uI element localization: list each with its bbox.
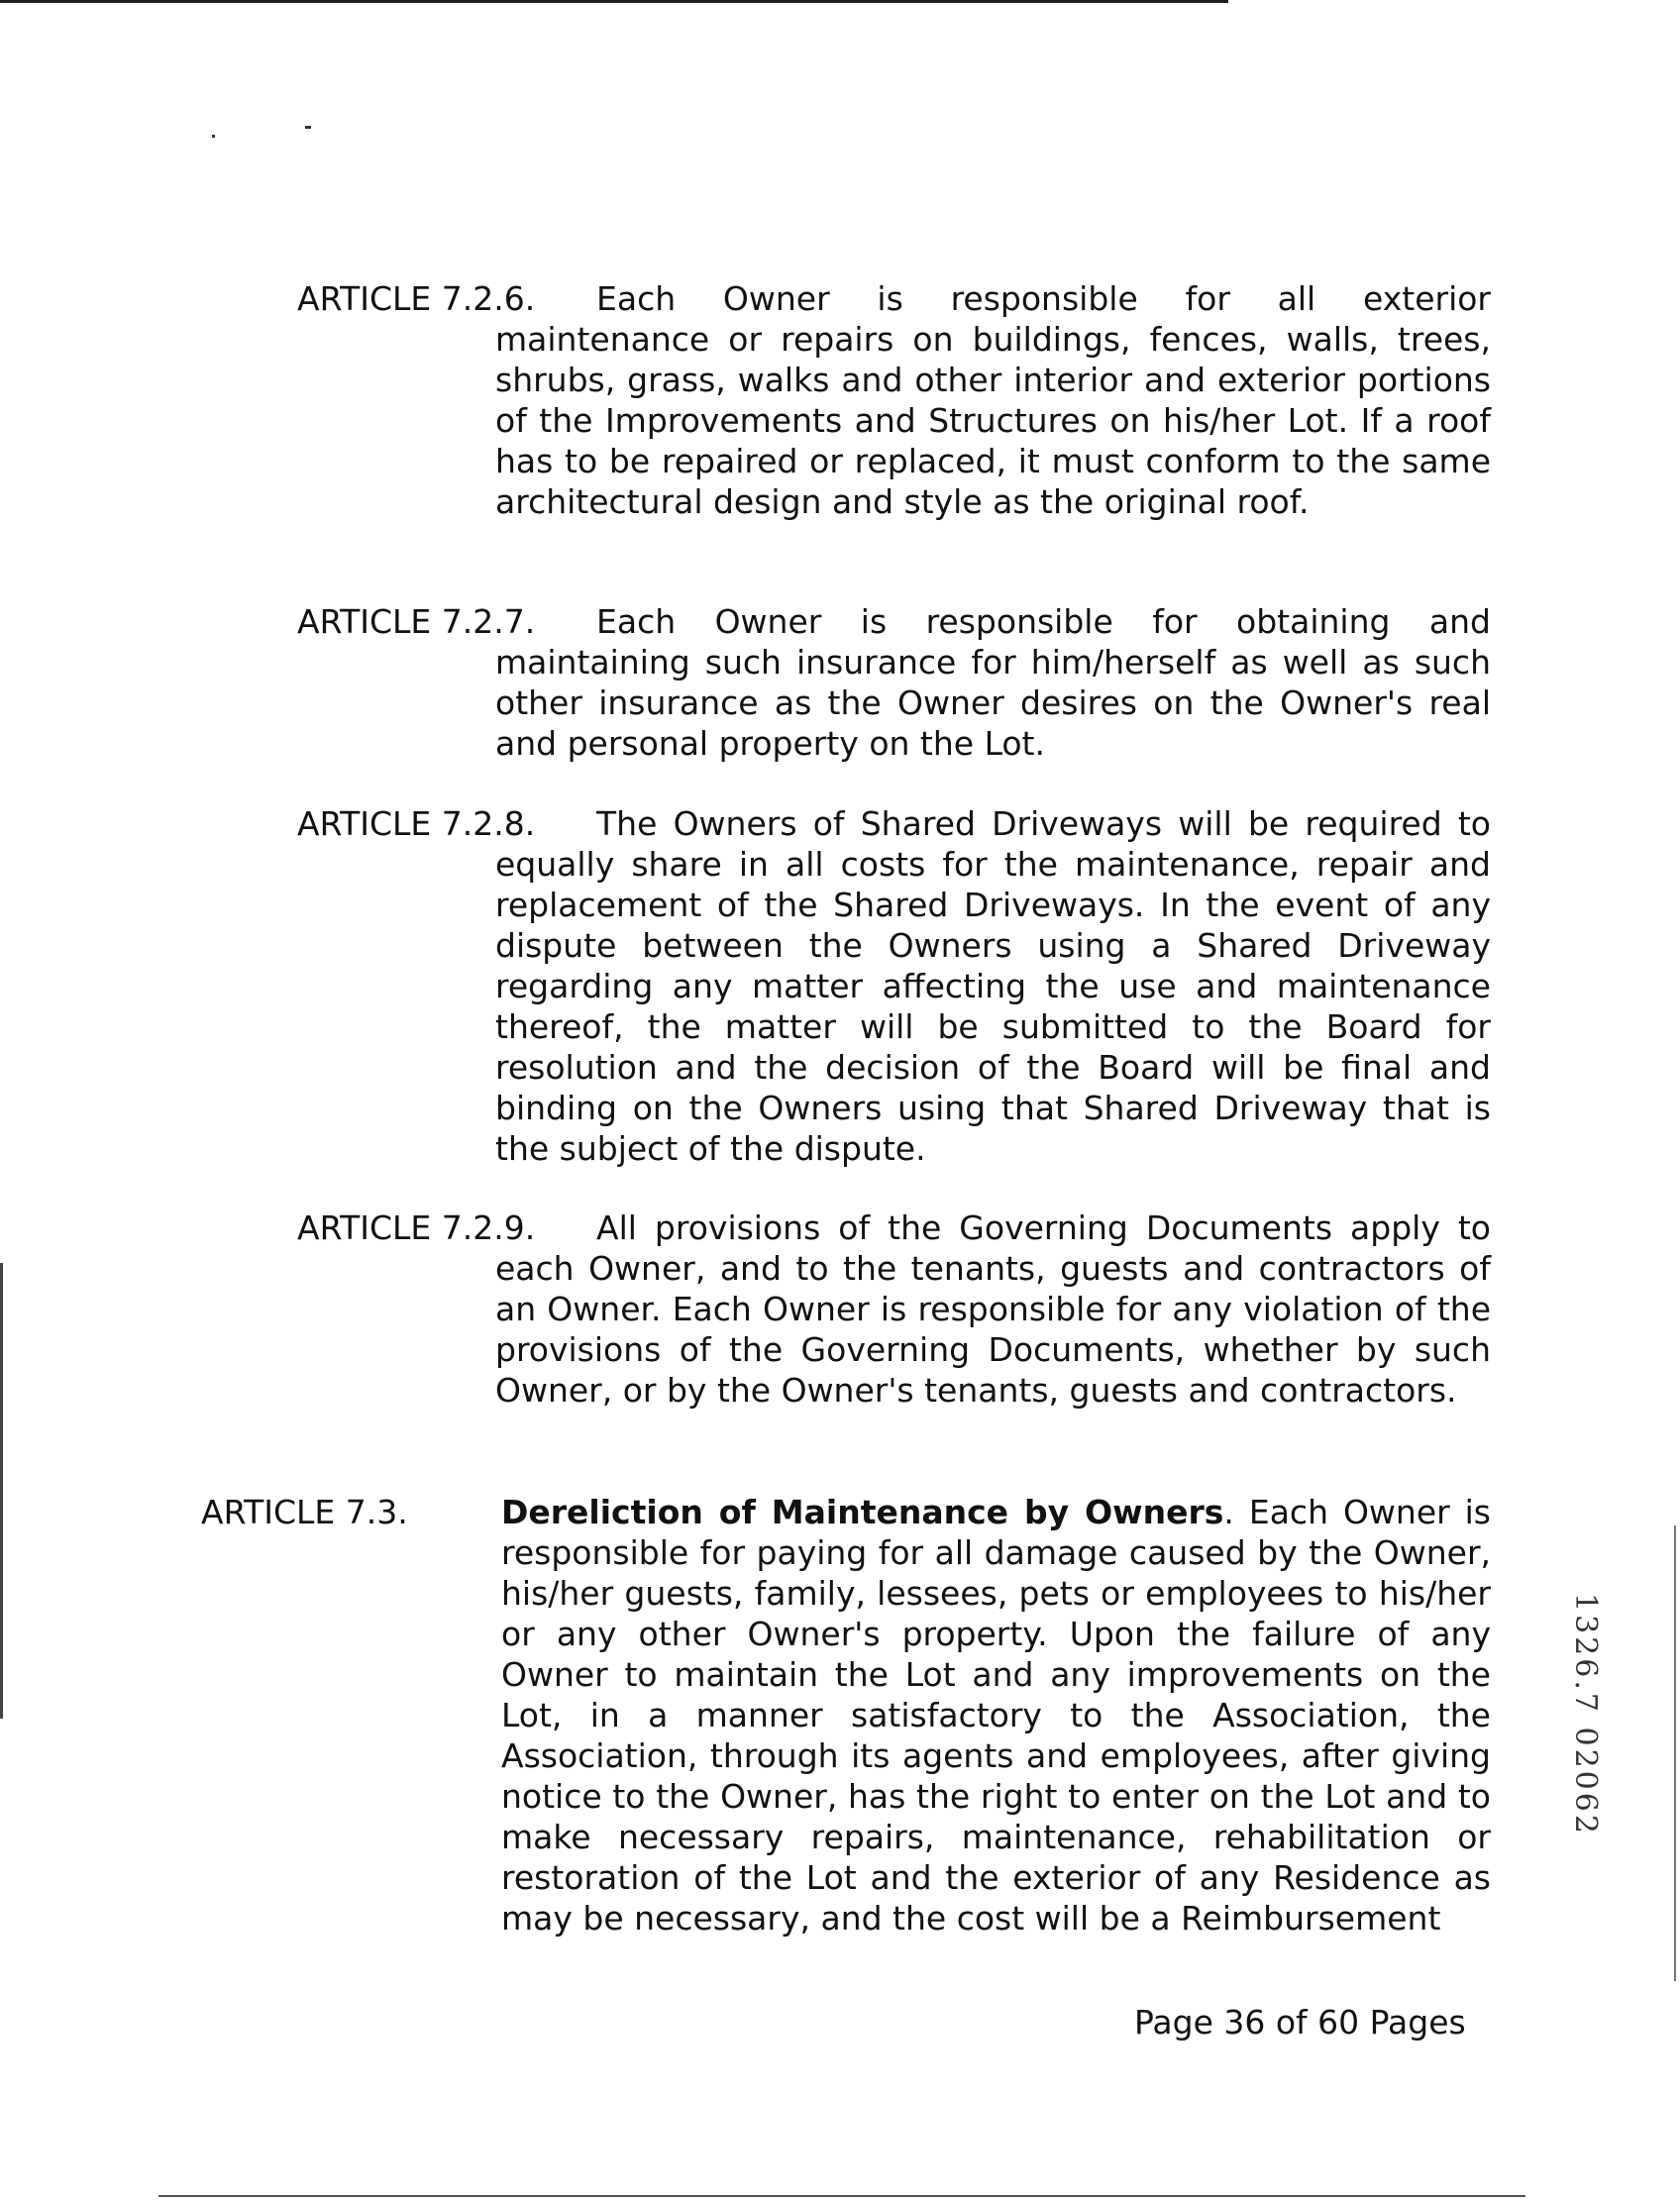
article-text: Each Owner is responsible for obtaining and maintaining such insurance for him/herself as well as such other insurance as the Owner desires on the Owner's real and personal property on the Lot. xyxy=(495,602,1491,763)
right-scan-edge xyxy=(1674,1525,1676,1981)
article-text: The Owners of Shared Driveways will be required to equally share in all costs for the maintenance, repair and replacement of the Shared Driveways. In the event of any dispute between the Owners using a Shared Driveway regarding any matter affecting the use and maintenance thereof, the matter will be submitted to the Board for resolution and the decision of the Board will be final and binding on the Owners using that Shared Driveway that is the subject of the dispute. xyxy=(495,804,1491,1168)
article-label: ARTICLE 7.2.9. xyxy=(297,1208,536,1247)
top-border-line xyxy=(0,0,1228,3)
article-heading: Dereliction of Maintenance by Owners xyxy=(501,1493,1224,1531)
scan-speck xyxy=(212,135,215,138)
article-7-3 xyxy=(201,1492,1491,1939)
article-label: ARTICLE 7.2.6. xyxy=(297,279,536,318)
recording-stamp: 1326.7 02062 xyxy=(1568,1593,1603,1836)
article-label: ARTICLE 7.2.8. xyxy=(297,804,536,843)
page-number: Page 36 of 60 Pages xyxy=(1134,2003,1466,2042)
article-7-2-8 xyxy=(297,803,1491,1169)
article-label: ARTICLE 7.3. xyxy=(201,1493,408,1531)
article-text: Each Owner is responsible for all exterior maintenance or repairs on buildings, fences, walls, trees, shrubs, grass, walks and other interior and exterior portions of the Improvements and Structures on his/her Lot. If a roof has to be repaired or replaced, it must conform to the same architectural design and style as the original roof. xyxy=(495,279,1491,521)
article-text: All provisions of the Governing Documents apply to each Owner, and to the tenants, guests and contractors of an Owner. Each Owner is responsible for any violation of the provisions of the Governing Documents, whether by such Owner, or by the Owner's tenants, guests and contractors. xyxy=(495,1208,1491,1410)
article-text xyxy=(201,1492,1491,1939)
article-label: ARTICLE 7.2.7. xyxy=(297,602,536,641)
bottom-border-line xyxy=(158,2195,1525,2197)
left-scan-edge xyxy=(0,1263,3,1719)
article-body: . Each Owner is responsible for paying for all damage caused by the Owner, his/her guests, family, lessees, pets or employees to his/her or any other Owner's property. Upon the failure of any Owner to maintain the Lot and any improvements on the Lot, in a manner satisfactory to the Association, the Association, through its agents and employees, after giving notice to the Owner, has the right to enter on the Lot and to make necessary repairs, maintenance, rehabilitation or restoration of the Lot and the exterior of any Residence as may be necessary, and the cost will be a Reimbursement xyxy=(501,1493,1491,1938)
article-7-2-6 xyxy=(297,278,1491,522)
scan-speck xyxy=(305,126,311,129)
article-7-2-9 xyxy=(297,1207,1491,1411)
article-7-2-7 xyxy=(297,601,1491,764)
